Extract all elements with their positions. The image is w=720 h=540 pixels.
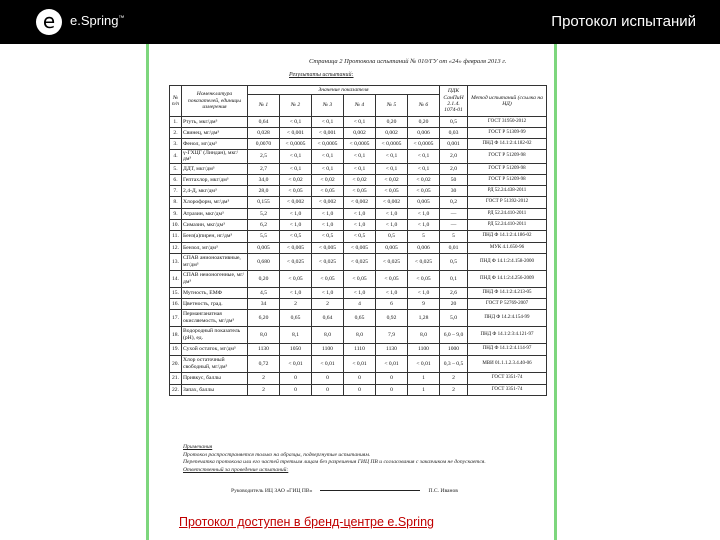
sample-value-cell: < 1,0 bbox=[312, 208, 344, 219]
notes-block bbox=[183, 444, 543, 474]
table-row bbox=[170, 163, 547, 174]
pdk-cell: 0,3 – 0,5 bbox=[440, 355, 468, 372]
sample-value-cell: < 0,025 bbox=[376, 253, 408, 270]
table-row bbox=[170, 343, 547, 355]
sample-value-cell: < 0,05 bbox=[312, 270, 344, 287]
sample-value-cell: < 1,0 bbox=[344, 208, 376, 219]
indicator-name-cell: Ртуть, мкг/дм³ bbox=[182, 117, 248, 128]
sample-value-cell: 0 bbox=[344, 384, 376, 395]
row-number-cell: 4. bbox=[170, 150, 182, 164]
notes-title: Примечания bbox=[183, 444, 213, 450]
sample-value-cell: < 0,05 bbox=[280, 185, 312, 196]
col-header-sample: № 5 bbox=[376, 95, 408, 117]
table-row bbox=[170, 150, 547, 164]
table-row bbox=[170, 326, 547, 343]
sample-value-cell: < 1,0 bbox=[280, 287, 312, 298]
sample-value-cell: 0,64 bbox=[248, 117, 280, 128]
pdk-cell: — bbox=[440, 219, 468, 230]
method-cell: ПНД Ф 14.1:2:4.182-02 bbox=[468, 139, 547, 150]
sample-value-cell: 0,005 bbox=[408, 196, 440, 208]
sample-value-cell: 0 bbox=[312, 372, 344, 384]
sample-value-cell: 6,20 bbox=[248, 309, 280, 326]
indicator-name-cell: Хлор остаточный свободный, мг/дм³ bbox=[182, 355, 248, 372]
method-cell: ПНД Ф 14.2:4.154-99 bbox=[468, 309, 547, 326]
sample-value-cell: 0,72 bbox=[248, 355, 280, 372]
sample-value-cell: < 0,01 bbox=[280, 355, 312, 372]
sample-value-cell: < 0,1 bbox=[312, 163, 344, 174]
sample-value-cell: 1110 bbox=[344, 343, 376, 355]
sample-value-cell: < 1,0 bbox=[344, 219, 376, 230]
row-number-cell: 10. bbox=[170, 219, 182, 230]
sample-value-cell: < 0,1 bbox=[344, 117, 376, 128]
sample-value-cell: < 0,1 bbox=[408, 163, 440, 174]
sample-value-cell: < 0,0005 bbox=[280, 139, 312, 150]
pdk-cell: 2,6 bbox=[440, 287, 468, 298]
sample-value-cell: < 0,05 bbox=[344, 185, 376, 196]
row-number-cell: 9. bbox=[170, 208, 182, 219]
sample-value-cell: < 1,0 bbox=[376, 287, 408, 298]
sample-value-cell: 0,005 bbox=[248, 242, 280, 253]
sample-value-cell: < 0,025 bbox=[312, 253, 344, 270]
sample-value-cell: 0,002 bbox=[376, 128, 408, 139]
sample-value-cell: 1130 bbox=[248, 343, 280, 355]
sample-value-cell: 4 bbox=[344, 298, 376, 309]
method-cell: ПНД Ф 14.1:2:4.186-02 bbox=[468, 230, 547, 242]
table-row bbox=[170, 355, 547, 372]
sample-value-cell: < 0,1 bbox=[280, 150, 312, 164]
sample-value-cell: 0 bbox=[376, 372, 408, 384]
indicator-name-cell: Мутность, ЕМФ bbox=[182, 287, 248, 298]
sample-value-cell: 8,0 bbox=[248, 326, 280, 343]
sample-value-cell: < 0,02 bbox=[312, 174, 344, 185]
sample-value-cell: 2 bbox=[280, 298, 312, 309]
sample-value-cell: < 0,1 bbox=[344, 163, 376, 174]
sample-value-cell: 0 bbox=[280, 384, 312, 395]
sample-value-cell: 1050 bbox=[280, 343, 312, 355]
sample-value-cell: < 1,0 bbox=[376, 208, 408, 219]
indicator-name-cell: Фенол, мг/дм³ bbox=[182, 139, 248, 150]
pdk-cell: 2,0 bbox=[440, 163, 468, 174]
sample-value-cell: < 1,0 bbox=[312, 287, 344, 298]
sample-value-cell: < 0,02 bbox=[344, 174, 376, 185]
table-row bbox=[170, 117, 547, 128]
row-number-cell: 6. bbox=[170, 174, 182, 185]
indicator-name-cell: Водородный показатель (pH), ед. bbox=[182, 326, 248, 343]
sample-value-cell: 0,20 bbox=[376, 117, 408, 128]
sample-value-cell: 1100 bbox=[312, 343, 344, 355]
table-row bbox=[170, 208, 547, 219]
sample-value-cell: < 0,002 bbox=[280, 196, 312, 208]
pdk-cell: 20 bbox=[440, 298, 468, 309]
method-cell: ГОСТ 31950-2012 bbox=[468, 117, 547, 128]
page-title: Протокол испытаний bbox=[551, 13, 696, 30]
sample-value-cell: < 0,1 bbox=[312, 117, 344, 128]
sample-value-cell: 2 bbox=[312, 298, 344, 309]
sample-value-cell: < 0,002 bbox=[376, 196, 408, 208]
pdk-cell: 2 bbox=[440, 384, 468, 395]
sample-value-cell: < 0,001 bbox=[280, 128, 312, 139]
method-cell: ПНД Ф 14.1:2:4.256-2009 bbox=[468, 270, 547, 287]
col-header-values: Значение показателя bbox=[248, 86, 440, 95]
indicator-name-cell: Цветность, град. bbox=[182, 298, 248, 309]
sample-value-cell: 8,0 bbox=[312, 326, 344, 343]
method-cell: ГОСТ Р 51209-98 bbox=[468, 150, 547, 164]
notes-line-1: Протокол распространяется только на образцы, подвергнутые испытаниям. bbox=[183, 451, 371, 458]
sample-value-cell: < 0,1 bbox=[280, 163, 312, 174]
sample-value-cell: < 0,002 bbox=[312, 196, 344, 208]
sample-value-cell: 0 bbox=[344, 372, 376, 384]
sample-value-cell: < 0,0005 bbox=[312, 139, 344, 150]
table-row bbox=[170, 298, 547, 309]
sample-value-cell: < 0,0005 bbox=[376, 139, 408, 150]
row-number-cell: 12. bbox=[170, 242, 182, 253]
sample-value-cell: 0,028 bbox=[248, 128, 280, 139]
indicator-name-cell: γ-ГХЦГ (Линдан), мкг/дм³ bbox=[182, 150, 248, 164]
sample-value-cell: 6,2 bbox=[248, 219, 280, 230]
row-number-cell: 18. bbox=[170, 326, 182, 343]
sample-value-cell: < 0,5 bbox=[312, 230, 344, 242]
sample-value-cell: < 0,5 bbox=[280, 230, 312, 242]
row-number-cell: 19. bbox=[170, 343, 182, 355]
method-cell: ГОСТ Р 51392-2012 bbox=[468, 196, 547, 208]
pdk-cell: 5 bbox=[440, 230, 468, 242]
sample-value-cell: < 0,05 bbox=[408, 185, 440, 196]
pdk-cell: 5,0 bbox=[440, 309, 468, 326]
sample-value-cell: 0,0070 bbox=[248, 139, 280, 150]
sample-value-cell: 0,20 bbox=[248, 270, 280, 287]
table-row bbox=[170, 219, 547, 230]
row-number-cell: 3. bbox=[170, 139, 182, 150]
indicator-name-cell: 2,4-Д, мкг/дм³ bbox=[182, 185, 248, 196]
row-number-cell: 7. bbox=[170, 185, 182, 196]
sample-value-cell: < 0,005 bbox=[280, 242, 312, 253]
sample-value-cell: 2,5 bbox=[248, 150, 280, 164]
sample-value-cell: < 0,025 bbox=[344, 253, 376, 270]
method-cell: ГОСТ 3351-74 bbox=[468, 372, 547, 384]
sample-value-cell: < 1,0 bbox=[280, 208, 312, 219]
sample-value-cell: 5 bbox=[408, 230, 440, 242]
sample-value-cell: < 0,05 bbox=[280, 270, 312, 287]
pdk-cell: 0,2 bbox=[440, 196, 468, 208]
sample-value-cell: < 1,0 bbox=[344, 287, 376, 298]
row-number-cell: 22. bbox=[170, 384, 182, 395]
sample-value-cell: < 0,1 bbox=[280, 117, 312, 128]
table-row bbox=[170, 174, 547, 185]
sample-value-cell: 0 bbox=[312, 384, 344, 395]
responsible-label: Ответственный за проведение испытаний: bbox=[183, 466, 289, 473]
sample-value-cell: 5,2 bbox=[248, 208, 280, 219]
pdk-cell: 0,5 bbox=[440, 253, 468, 270]
method-cell: ГОСТ 3351-74 bbox=[468, 384, 547, 395]
method-cell: РД 52.24.410-2011 bbox=[468, 208, 547, 219]
col-header-pdk: ПДК СанПиН 2.1.4. 1074-01 bbox=[440, 86, 468, 117]
sample-value-cell: < 0,0005 bbox=[408, 139, 440, 150]
method-cell: ГОСТ Р 51209-98 bbox=[468, 163, 547, 174]
sample-value-cell: < 0,02 bbox=[280, 174, 312, 185]
table-row bbox=[170, 384, 547, 395]
sample-value-cell: < 0,002 bbox=[344, 196, 376, 208]
sample-value-cell: 8,1 bbox=[280, 326, 312, 343]
method-cell: ПНД Ф 14.1:2:4.213-05 bbox=[468, 287, 547, 298]
sample-value-cell: 34 bbox=[248, 298, 280, 309]
sample-value-cell: < 0,0005 bbox=[344, 139, 376, 150]
signatory-role: Руководитель ИЦ ЗАО «ГИЦ ПВ» bbox=[231, 488, 313, 494]
results-body bbox=[170, 117, 547, 396]
sample-value-cell: < 1,0 bbox=[408, 219, 440, 230]
method-cell: ГОСТ Р 51209-98 bbox=[468, 174, 547, 185]
row-number-cell: 2. bbox=[170, 128, 182, 139]
indicator-name-cell: Перманганатная окисляемость, мг/дм³ bbox=[182, 309, 248, 326]
signatory-name: П.С. Иванов bbox=[428, 488, 458, 494]
table-row bbox=[170, 309, 547, 326]
pdk-cell: 6,0 – 9,0 bbox=[440, 326, 468, 343]
sample-value-cell: < 0,02 bbox=[408, 174, 440, 185]
row-number-cell: 13. bbox=[170, 253, 182, 270]
sample-value-cell: < 0,01 bbox=[408, 355, 440, 372]
sample-value-cell: 0,005 bbox=[376, 242, 408, 253]
document-heading: Страница 2 Протокола испытаний № 010/ГУ от «24» февраля 2013 г. bbox=[309, 58, 507, 65]
pdk-cell: 0,01 bbox=[440, 242, 468, 253]
row-number-cell: 16. bbox=[170, 298, 182, 309]
pdk-cell: 1000 bbox=[440, 343, 468, 355]
table-row bbox=[170, 128, 547, 139]
sample-value-cell: 0,006 bbox=[408, 242, 440, 253]
sample-value-cell: < 1,0 bbox=[376, 219, 408, 230]
table-row bbox=[170, 196, 547, 208]
sample-value-cell: < 0,5 bbox=[344, 230, 376, 242]
sample-value-cell: 8,0 bbox=[408, 326, 440, 343]
sample-value-cell: 6 bbox=[376, 298, 408, 309]
logo-text bbox=[70, 13, 124, 28]
logo-trademark: ™ bbox=[118, 15, 125, 22]
row-number-cell: 5. bbox=[170, 163, 182, 174]
sample-value-cell: < 0,01 bbox=[376, 355, 408, 372]
notes-line-2: Перепечатка протокола или его частей третьим лицам без разрешения ГИЦ ПВ и согласования с заказчиком не допускается. bbox=[183, 459, 486, 466]
sample-value-cell: 8,0 bbox=[344, 326, 376, 343]
sample-value-cell: 0,65 bbox=[344, 309, 376, 326]
sample-value-cell: < 1,0 bbox=[408, 208, 440, 219]
sample-value-cell: < 0,05 bbox=[312, 185, 344, 196]
indicator-name-cell: Гептахлор, мкг/дм³ bbox=[182, 174, 248, 185]
sample-value-cell: < 0,01 bbox=[344, 355, 376, 372]
sample-value-cell: < 0,025 bbox=[408, 253, 440, 270]
col-header-sample: № 3 bbox=[312, 95, 344, 117]
row-number-cell: 21. bbox=[170, 372, 182, 384]
table-row bbox=[170, 242, 547, 253]
method-cell: ГОСТ Р 51309-99 bbox=[468, 128, 547, 139]
method-cell: МУК 4.1.650-96 bbox=[468, 242, 547, 253]
col-header-number: № п/п bbox=[170, 86, 182, 117]
sample-value-cell: < 0,05 bbox=[408, 270, 440, 287]
indicator-name-cell: Хлороформ, мг/дм³ bbox=[182, 196, 248, 208]
sample-value-cell: 1,28 bbox=[408, 309, 440, 326]
indicator-name-cell: Запах, баллы bbox=[182, 384, 248, 395]
row-number-cell: 17. bbox=[170, 309, 182, 326]
pdk-cell: 0,1 bbox=[440, 270, 468, 287]
pdk-cell: 2,0 bbox=[440, 150, 468, 164]
method-cell: РД 52.24.438-2011 bbox=[468, 185, 547, 196]
col-header-method: Метод испытаний (ссылка на НД) bbox=[468, 86, 547, 117]
indicator-name-cell: ДДТ, мкг/дм³ bbox=[182, 163, 248, 174]
sample-value-cell: < 0,1 bbox=[312, 150, 344, 164]
row-number-cell: 1. bbox=[170, 117, 182, 128]
sample-value-cell: < 0,001 bbox=[312, 128, 344, 139]
indicator-name-cell: СПАВ анионоактивные, мг/дм³ bbox=[182, 253, 248, 270]
logo-name: e.Spring bbox=[70, 13, 119, 28]
indicator-name-cell: Атразин, мкг/дм³ bbox=[182, 208, 248, 219]
method-cell: ПНД Ф 14.1:2:3:4.121-97 bbox=[468, 326, 547, 343]
indicator-name-cell: Бенз(а)пирен, нг/дм³ bbox=[182, 230, 248, 242]
pdk-cell: 0,5 bbox=[440, 117, 468, 128]
sample-value-cell: 0,002 bbox=[344, 128, 376, 139]
sample-value-cell: < 0,05 bbox=[376, 185, 408, 196]
sample-value-cell: < 0,05 bbox=[344, 270, 376, 287]
sample-value-cell: < 0,1 bbox=[376, 150, 408, 164]
table-row bbox=[170, 372, 547, 384]
row-number-cell: 8. bbox=[170, 196, 182, 208]
sample-value-cell: 0,155 bbox=[248, 196, 280, 208]
indicator-name-cell: Сухой остаток, мг/дм³ bbox=[182, 343, 248, 355]
results-subheading: Результаты испытаний: bbox=[289, 72, 354, 78]
sample-value-cell: 9 bbox=[408, 298, 440, 309]
pdk-cell: 0,001 bbox=[440, 139, 468, 150]
table-row bbox=[170, 185, 547, 196]
row-number-cell: 20. bbox=[170, 355, 182, 372]
results-table bbox=[169, 85, 547, 396]
sample-value-cell: 0,006 bbox=[408, 128, 440, 139]
signature-line bbox=[231, 488, 458, 494]
sample-value-cell: < 0,02 bbox=[376, 174, 408, 185]
col-header-sample: № 1 bbox=[248, 95, 280, 117]
indicator-name-cell: Привкус, баллы bbox=[182, 372, 248, 384]
method-cell: ПНД Ф 14.1:2:4.158-2000 bbox=[468, 253, 547, 270]
sample-value-cell: < 0,005 bbox=[312, 242, 344, 253]
sample-value-cell: 2 bbox=[248, 372, 280, 384]
pdk-cell: 30 bbox=[440, 185, 468, 196]
method-cell: МВИ 01.1.1.2.3.4.40-06 bbox=[468, 355, 547, 372]
sample-value-cell: 0 bbox=[280, 372, 312, 384]
sample-value-cell: 1 bbox=[408, 384, 440, 395]
row-number-cell: 14. bbox=[170, 270, 182, 287]
sample-value-cell: < 0,01 bbox=[312, 355, 344, 372]
sample-value-cell: 0,20 bbox=[408, 117, 440, 128]
table-row bbox=[170, 270, 547, 287]
row-number-cell: 15. bbox=[170, 287, 182, 298]
sample-value-cell: 7,9 bbox=[376, 326, 408, 343]
sample-value-cell: 0,92 bbox=[376, 309, 408, 326]
sample-value-cell: 0,64 bbox=[312, 309, 344, 326]
pdk-cell: 50 bbox=[440, 174, 468, 185]
brand-center-link[interactable]: Протокол доступен в бренд-центре e.Spring bbox=[179, 515, 434, 529]
col-header-sample: № 2 bbox=[280, 95, 312, 117]
indicator-name-cell: Свинец, мг/дм³ bbox=[182, 128, 248, 139]
col-header-sample: № 6 bbox=[408, 95, 440, 117]
method-cell: ГОСТ Р 52769-2007 bbox=[468, 298, 547, 309]
pdk-cell: 2 bbox=[440, 372, 468, 384]
col-header-name: Номенклатура показателей, единицы измерения bbox=[182, 86, 248, 117]
document-frame bbox=[146, 44, 557, 540]
sample-value-cell: < 1,0 bbox=[312, 219, 344, 230]
sample-value-cell: 1100 bbox=[408, 343, 440, 355]
pdk-cell: — bbox=[440, 208, 468, 219]
sample-value-cell: < 0,05 bbox=[376, 270, 408, 287]
header-bar bbox=[0, 0, 720, 44]
sample-value-cell: < 0,1 bbox=[344, 150, 376, 164]
indicator-name-cell: Бензол, мг/дм³ bbox=[182, 242, 248, 253]
method-cell: РД 52.24.410-2011 bbox=[468, 219, 547, 230]
sample-value-cell: 5,5 bbox=[248, 230, 280, 242]
table-row bbox=[170, 230, 547, 242]
indicator-name-cell: СПАВ неионогенные, мг/дм³ bbox=[182, 270, 248, 287]
signature-blank bbox=[320, 490, 420, 491]
espring-logo-icon[interactable] bbox=[36, 9, 62, 35]
sample-value-cell: 2,7 bbox=[248, 163, 280, 174]
sample-value-cell: < 1,0 bbox=[408, 287, 440, 298]
sample-value-cell: 1130 bbox=[376, 343, 408, 355]
sample-value-cell: < 1,0 bbox=[280, 219, 312, 230]
table-row bbox=[170, 139, 547, 150]
sample-value-cell: < 0,025 bbox=[280, 253, 312, 270]
sample-value-cell: 0,5 bbox=[376, 230, 408, 242]
sample-value-cell: 2 bbox=[248, 384, 280, 395]
sample-value-cell: 34,0 bbox=[248, 174, 280, 185]
method-cell: ПНД Ф 14.1:2:4.114-97 bbox=[468, 343, 547, 355]
row-number-cell: 11. bbox=[170, 230, 182, 242]
sample-value-cell: 0,680 bbox=[248, 253, 280, 270]
sample-value-cell: 0 bbox=[376, 384, 408, 395]
sample-value-cell: < 0,1 bbox=[408, 150, 440, 164]
table-row bbox=[170, 253, 547, 270]
indicator-name-cell: Симазин, мкг/дм³ bbox=[182, 219, 248, 230]
pdk-cell: 0,03 bbox=[440, 128, 468, 139]
sample-value-cell: 1 bbox=[408, 372, 440, 384]
sample-value-cell: < 0,1 bbox=[376, 163, 408, 174]
sample-value-cell: 4,5 bbox=[248, 287, 280, 298]
col-header-sample: № 4 bbox=[344, 95, 376, 117]
sample-value-cell: 28,0 bbox=[248, 185, 280, 196]
logo-glyph: e bbox=[42, 9, 56, 33]
sample-value-cell: 0,65 bbox=[280, 309, 312, 326]
sample-value-cell: < 0,005 bbox=[344, 242, 376, 253]
table-row bbox=[170, 287, 547, 298]
